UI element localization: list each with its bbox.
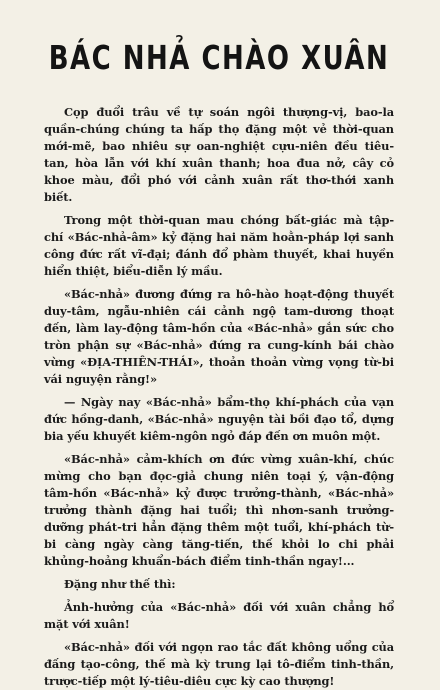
paragraph-7: Ảnh-hưởng của «Bác-nhả» đối với xuân chẳng hổ mặt với xuân! [44,600,394,631]
paragraph-6: Đặng như thế thì: [64,577,176,591]
paragraph-2: Trong một thời-quan mau chóng bất-giác mà tập-chí «Bác-nhả-âm» kỷ đặng hai năm hoằn-pháp lợi sanh công đức rất vĩ-đại; đánh đổ phàm thuyết, khai huyền hiển thiệt, biểu-diễn lý mầu. [44,213,394,278]
paragraph-5: «Bác-nhả» cảm-khích ơn đức vừng xuân-khí, chúc mừng cho bạn đọc-giả chung niên toại ý, vận-động tâm-hồn «Bác-nhả» kỷ được trưởng-thành, «Bác-nhả» trưởng thành đặng hai tuổi; thì nhơn-sanh trưởng-dưỡng phát-tri hẳn đặng thêm một tuổi, khí-phách từ-bi càng ngày càng tăng-tiến, thế khỏi lo chi phải khủng-hoảng khuẩn-bách điểm tinh-thần ngay!... [44,452,394,568]
paragraph-8: «Bác-nhả» đối với ngọn rao tắc đất không uổng của đấng tạo-công, thế mà kỳ trung lại tô-điểm tinh-thần, trược-tiếp một lý-tiêu-diêu cực kỳ cao thượng! [44,640,394,688]
article-title: BÁC NHẢ CHÀO XUÂN [48,40,390,78]
paragraph-4: — Ngày nay «Bác-nhả» bẩm-thọ khí-phách của vạn đức hồng-danh, «Bác-nhả» nguyện tài bồi đạo tổ, dựng bia yếu khuyết kiêm-ngôn ngỏ đáp đến ơn muôn một. [44,395,394,443]
paragraph-3: «Bác-nhả» đương đứng ra hô-hào hoạt-động thuyết duy-tâm, ngẫu-nhiên cái cảnh ngộ tam-dương thoạt đến, làm lay-động tâm-hồn của «Bác-nhả» gắn sức cho tròn phận sự «Bác-nhả» đứng ra cung-kính bái chào vừng «ĐỊA-THIÊN-THÁI», thoản thoản vừng vọng từ-bi vái nguyện rằng!» [44,287,394,386]
paragraph-1: Cọp đuổi trâu về tự soán ngôi thượng-vị, bao-la quần-chúng chúng ta hấp thọ đặng một vẻ thời-quan mới-mẽ, bao nhiêu sự oan-nghiệt cựu-niên đều tiêu-tan, hòa lẫn với khí xuân thanh; hoa đua nở, cây cỏ khoe màu, đổi phó với cảnh xuân rất thơ-thới xanh biết. [44,105,394,204]
